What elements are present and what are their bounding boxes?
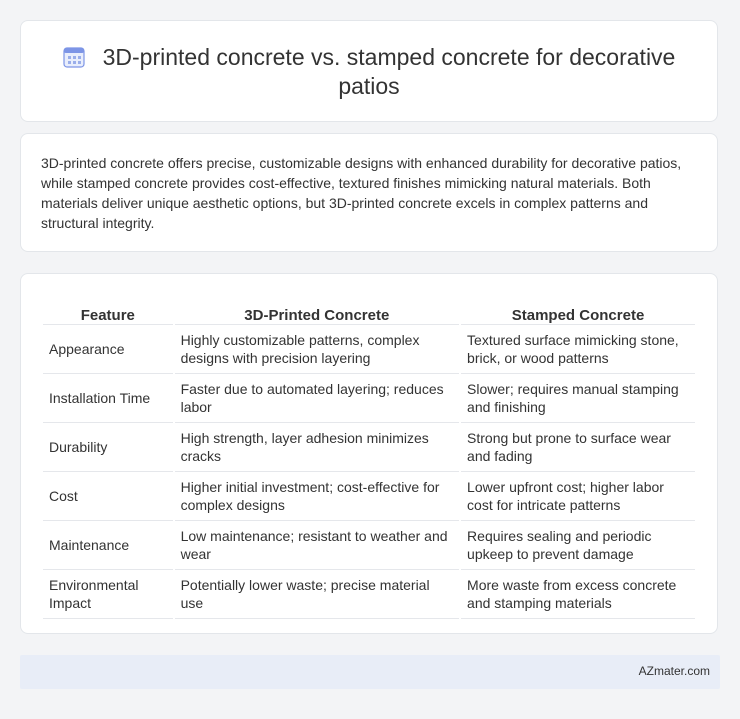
3d-printed-cell: Highly customizable patterns, complex designs with precision layering: [175, 325, 459, 374]
stamped-cell: More waste from excess concrete and stamping materials: [461, 570, 695, 619]
3d-printed-cell: Low maintenance; resistant to weather and wear: [175, 521, 459, 570]
stamped-cell: Lower upfront cost; higher labor cost for intricate patterns: [461, 472, 695, 521]
title-card: [20, 20, 718, 122]
page-title-container: [21, 43, 717, 101]
page-title: 3D-printed concrete vs. stamped concrete for decorative patios: [102, 44, 676, 99]
header-stamped: Stamped Concrete: [461, 294, 695, 325]
3d-printed-cell: Potentially lower waste; precise material use: [175, 570, 459, 619]
calendar-icon: [63, 46, 85, 68]
footer-brand[interactable]: AZmater.com: [638, 664, 710, 678]
stamped-cell: Requires sealing and periodic upkeep to prevent damage: [461, 521, 695, 570]
table-row: [43, 325, 695, 374]
feature-cell: Cost: [43, 472, 173, 521]
table-row: [43, 374, 695, 423]
feature-cell: Appearance: [43, 325, 173, 374]
3d-printed-cell: Faster due to automated layering; reduces labor: [175, 374, 459, 423]
intro-paragraph: 3D-printed concrete offers precise, customizable designs with enhanced durability for decorative patios, while stamped concrete provides cost-effective, textured finishes mimicking natural materials. Both materials deliver unique aesthetic options, but 3D-printed concrete excels in complex patterns and structural integrity.: [41, 155, 682, 231]
table-row: [43, 521, 695, 570]
feature-cell: Durability: [43, 423, 173, 472]
stamped-cell: Slower; requires manual stamping and finishing: [461, 374, 695, 423]
feature-cell: Installation Time: [43, 374, 173, 423]
comparison-table: [41, 294, 697, 619]
footer-bar: [20, 655, 720, 689]
3d-printed-cell: High strength, layer adhesion minimizes cracks: [175, 423, 459, 472]
feature-cell: Environmental Impact: [43, 570, 173, 619]
header-feature: Feature: [43, 294, 173, 325]
intro-card: [20, 133, 718, 252]
table-row: [43, 423, 695, 472]
stamped-cell: Textured surface mimicking stone, brick, or wood patterns: [461, 325, 695, 374]
table-header-row: [43, 294, 695, 325]
feature-cell: Maintenance: [43, 521, 173, 570]
table-row: [43, 472, 695, 521]
table-row: [43, 570, 695, 619]
3d-printed-cell: Higher initial investment; cost-effective for complex designs: [175, 472, 459, 521]
comparison-card: [20, 273, 718, 634]
stamped-cell: Strong but prone to surface wear and fading: [461, 423, 695, 472]
header-3d-printed: 3D-Printed Concrete: [175, 294, 459, 325]
